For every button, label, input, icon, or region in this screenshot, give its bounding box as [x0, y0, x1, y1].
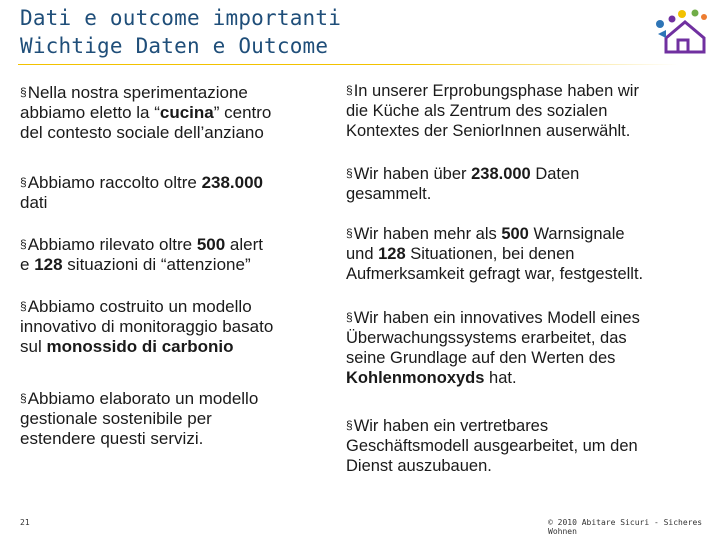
- de-paragraph-2: [346, 163, 706, 204]
- text-line: Überwachungssystems erarbeitet, das: [346, 329, 627, 347]
- it-paragraph-5: [20, 388, 350, 449]
- de-paragraph-1: [346, 80, 706, 141]
- text-line: dati: [20, 193, 48, 212]
- it-paragraph-2: [20, 172, 350, 213]
- bold-emphasis: 128: [378, 245, 406, 263]
- bullet-icon: §: [346, 166, 353, 180]
- text-line: Kohlenmonoxyds hat.: [346, 369, 517, 387]
- title-line-german: Wichtige Daten e Outcome: [20, 34, 329, 58]
- text-line: §Abbiamo elaborato un modello: [20, 389, 259, 408]
- text-line: Dienst auszubauen.: [346, 457, 492, 475]
- text-line: §Abbiamo raccolto oltre 238.000: [20, 173, 264, 192]
- text-line: Kontextes der SeniorInnen auserwählt.: [346, 122, 631, 140]
- bullet-icon: §: [20, 237, 27, 251]
- it-paragraph-1: [20, 82, 350, 143]
- text-line: §Wir haben ein vertretbares: [346, 417, 549, 435]
- bold-emphasis: Kohlenmonoxyds: [346, 369, 485, 387]
- text-line: estendere questi servizi.: [20, 429, 204, 448]
- bold-emphasis: 500: [196, 235, 226, 254]
- bullet-icon: §: [346, 83, 353, 97]
- bold-emphasis: monossido di carbonio: [46, 337, 234, 356]
- de-paragraph-5: [346, 415, 706, 476]
- text-line: §Nella nostra sperimentazione: [20, 83, 248, 102]
- text-line: gestionale sostenibile per: [20, 409, 212, 428]
- text-line: abbiamo eletto la “cucina” centro: [20, 103, 272, 122]
- text-line: §Wir haben über 238.000 Daten: [346, 165, 580, 183]
- house-logo-icon: [652, 4, 712, 56]
- bullet-icon: §: [346, 226, 353, 240]
- text-line: die Küche als Zentrum des sozialen: [346, 102, 608, 120]
- bold-emphasis: 500: [501, 225, 529, 243]
- bold-emphasis: 128: [34, 255, 63, 274]
- page-number: 21: [20, 518, 30, 527]
- text-line: §Wir haben mehr als 500 Warnsignale: [346, 225, 625, 243]
- text-line: §Abbiamo costruito un modello: [20, 297, 252, 316]
- text-line: §In unserer Erprobungsphase haben wir: [346, 82, 639, 100]
- text-line: del contesto sociale dell’anziano: [20, 123, 264, 142]
- text-line: Aufmerksamkeit gefragt war, festgestellt.: [346, 265, 644, 283]
- bullet-icon: §: [20, 391, 27, 405]
- bold-emphasis: 238.000: [201, 173, 264, 192]
- text-line: Geschäftsmodell ausgearbeitet, um den: [346, 437, 638, 455]
- slide-title: [20, 4, 341, 60]
- de-paragraph-3: [346, 223, 706, 284]
- text-line: gesammelt.: [346, 185, 432, 203]
- it-paragraph-3: [20, 234, 350, 275]
- text-line: §Abbiamo rilevato oltre 500 alert: [20, 235, 263, 254]
- bullet-icon: §: [346, 418, 353, 432]
- bold-emphasis: cucina: [159, 103, 214, 122]
- title-line-italian: Dati e outcome importanti: [20, 6, 342, 30]
- text-line: e 128 situazioni di “attenzione”: [20, 255, 251, 274]
- text-line: und 128 Situationen, bei denen: [346, 245, 575, 263]
- it-paragraph-4: [20, 296, 350, 357]
- text-line: sul monossido di carbonio: [20, 337, 234, 356]
- text-line: seine Grundlage auf den Werten des: [346, 349, 616, 367]
- text-line: §Wir haben ein innovatives Modell eines: [346, 309, 640, 327]
- bullet-icon: §: [346, 310, 353, 324]
- title-underline: [18, 64, 678, 65]
- de-paragraph-4: [346, 307, 706, 388]
- bullet-icon: §: [20, 175, 27, 189]
- bold-emphasis: 238.000: [471, 165, 531, 183]
- copyright-notice: © 2010 Abitare Sicuri - Sicheres Wohnen: [548, 518, 703, 536]
- text-line: innovativo di monitoraggio basato: [20, 317, 274, 336]
- bullet-icon: §: [20, 85, 27, 99]
- bullet-icon: §: [20, 299, 27, 313]
